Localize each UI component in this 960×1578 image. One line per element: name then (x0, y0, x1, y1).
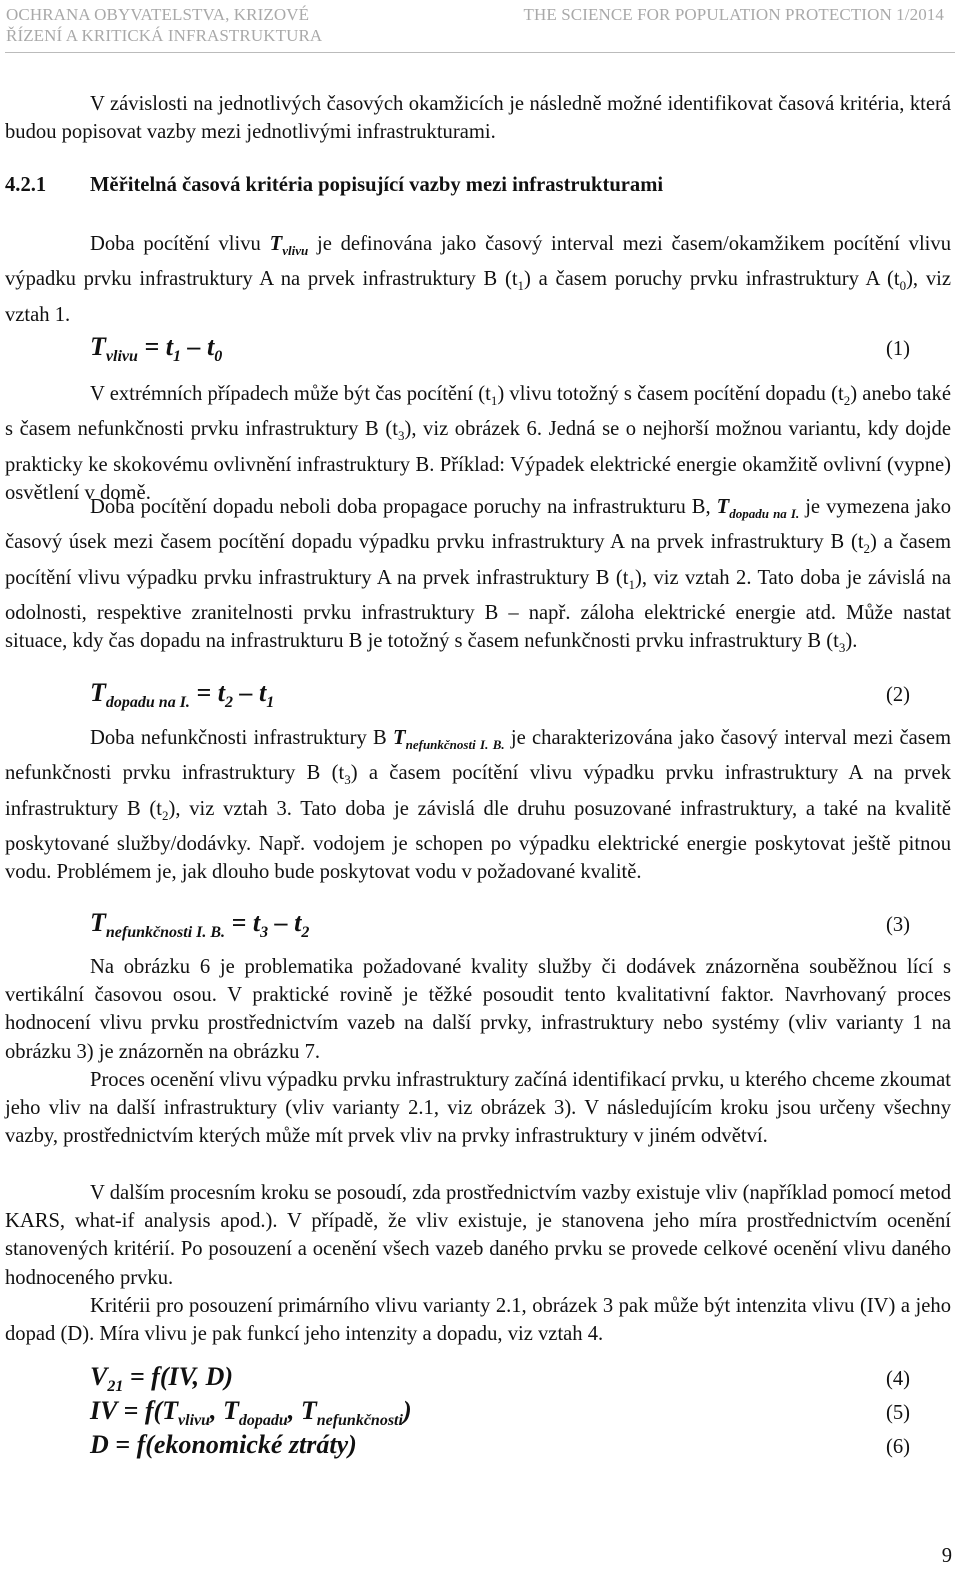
symbol-subscript: vlivu (282, 243, 309, 259)
eq-lhs: IV (90, 1396, 117, 1425)
eq-part: = f(T (117, 1396, 179, 1425)
eq-term: t (217, 678, 225, 707)
text-run: ), viz vztah 2. Tato doba je závislá na odolnosti, respektive zranitelnosti prvku infrastruktury B – např. záloha elektrické energie atd. Může nastat situace, kdy čas dopadu na infrastrukturu B je totožný s časem nefunkčnosti prvku infrastruktury B (t (5, 566, 951, 653)
text-run: ), viz vztah 1. (5, 268, 951, 326)
text-run: ), viz obrázek 6. Jedná se o nejhorší možnou variantu, kdy dojde prakticky ke skokovému ovlivnění infrastruktury B. Příklad: Výpadek elektrické energie okamžitě ovlivní (vypne) osvětlení v domě. (5, 418, 951, 504)
equation-5-number: (5) (885, 1402, 910, 1424)
eq-term-sub: 2 (224, 694, 233, 712)
paragraph-kriteria: Kritérii pro posouzení primárního vlivu varianty 2.1, obrázek 3 pak může být intenzita vlivu (IV) a jeho dopad (D). Míra vlivu je pak funkcí jeho intenzity a dopadu, viz vztah 4. (5, 1295, 951, 1346)
paragraph-extremni-pripady (5, 380, 951, 507)
eq-part: ) (402, 1396, 412, 1425)
eq-part-sub: nefunkčnosti (316, 1412, 403, 1430)
running-header-right: THE SCIENCE FOR POPULATION PROTECTION 1/2014 (523, 5, 944, 24)
paragraph-doba-nefunkcnosti (5, 724, 951, 886)
section-heading (5, 174, 663, 197)
text-run: Doba pocítění vlivu (90, 233, 270, 255)
paragraph-proces-oceneni: Proces ocenění vlivu výpadku prvku infrastruktury začíná identifikací prvku, u kterého chceme zkoumat jeho vliv na další infrastruktury (vliv varianty 2.1, viz obrázek 3). V následujícím kroku jsou určeny všechny vazby, prostřednictvím kterých může mít prvek vliv na prvky infrastruktury v jiném odvětví. (5, 1069, 951, 1148)
eq-part: , T (287, 1396, 317, 1425)
eq-lhs-sub: vlivu (105, 348, 138, 366)
text-run: ). (845, 630, 858, 653)
eq-term: t (252, 908, 261, 937)
eq-lhs: T (90, 908, 106, 937)
text-run: Doba pocítění dopadu neboli doba propagace poruchy na infrastrukturu B, (90, 496, 717, 518)
symbol: T (269, 233, 283, 255)
equation-3 (90, 908, 309, 942)
eq-term-sub: 1 (266, 694, 275, 712)
eq-minus: – (232, 678, 259, 707)
eq-part-sub: dopadu (238, 1412, 288, 1430)
text-run: ) anebo také s časem nefunkčnosti prvku infrastruktury B (t (5, 383, 951, 441)
symbol: T (716, 496, 730, 518)
symbol-t-nefunkcnosti (393, 727, 505, 753)
eq-lhs-sub: 21 (107, 1378, 124, 1396)
intro-paragraph: V závislosti na jednotlivých časových okamžicích je následně možné identifikovat časová kritéria, která budou popisovat vazby mezi jednotlivými infrastrukturami. (5, 93, 951, 144)
text-run: ), viz vztah 3. Tato doba je závislá dle druhu posuzované infrastruktury, a také na kvalitě poskytované služby/dodávky. Např. vodojem je schopen po výpadku elektrické energie poskytovat ještě pitnou vodu. Problémem je, jak dlouho bude poskytovat vodu v požadované kvalitě. (5, 797, 951, 884)
symbol-t-vlivu (269, 233, 309, 259)
symbol-t-dopadu (716, 496, 800, 522)
eq-lhs: T (90, 678, 106, 707)
symbol: T (393, 727, 406, 749)
paragraph-doba-pociteni-dopadu (5, 493, 951, 662)
eq-lhs: V (90, 1362, 108, 1391)
eq-term: t (294, 908, 302, 937)
equation-2-number: (2) (885, 684, 910, 706)
equation-6 (90, 1430, 357, 1460)
section-title: Měřitelná časová kritéria popisující vazby mezi infrastrukturami (90, 174, 664, 196)
eq-minus: – (268, 908, 295, 937)
eq-sign: = (137, 332, 166, 361)
eq-lhs: D (90, 1430, 109, 1459)
eq-minus: – (180, 332, 207, 361)
equation-1-number: (1) (885, 338, 910, 360)
page-number: 9 (941, 1545, 952, 1567)
subscript: 2 (863, 541, 871, 557)
equation-1 (90, 332, 222, 366)
text-run: ) vlivu totožný s časem pocítění dopadu (t (497, 383, 844, 405)
paragraph-doba-pociteni-vlivu (5, 230, 951, 329)
header-left-line2: ŘÍZENÍ A KRITICKÁ INFRASTRUKTURA (6, 26, 323, 45)
equation-3-number: (3) (885, 914, 910, 936)
eq-sign: = (225, 908, 253, 937)
eq-term: t (165, 332, 173, 361)
eq-lhs-sub: nefunkčnosti I. B. (105, 924, 226, 942)
section-number: 4.2.1 (5, 174, 47, 196)
subscript: 2 (843, 393, 851, 409)
text-run: je definována jako časový interval mezi časem/okamžikem pocítění vlivu výpadku prvku infrastruktury A na prvek infrastruktury B (t (5, 233, 951, 291)
subscript: 1 (490, 393, 498, 409)
eq-term-sub: 3 (260, 924, 269, 942)
symbol-subscript: nefunkčnosti I. B. (405, 737, 505, 753)
text-run: je charakterizována jako časový interval mezi časem nefunkčnosti prvku infrastruktury B (t (5, 727, 951, 785)
eq-term: t (206, 332, 215, 361)
eq-rhs: = f(IV, D) (123, 1362, 234, 1391)
text-run: je vymezena jako časový úsek mezi časem pocítění dopadu výpadku prvku infrastruktury A na prvek infrastruktury B (t (5, 496, 951, 554)
text-run: ) a časem pocítění vlivu výpadku prvku infrastruktury A na prvek infrastruktury B (t (5, 762, 951, 820)
eq-lhs-sub: dopadu na I. (105, 694, 190, 712)
header-left-line1: OCHRANA OBYVATELSTVA, KRIZOVÉ (6, 5, 310, 24)
subscript: 1 (517, 278, 525, 294)
eq-term: t (258, 678, 267, 707)
eq-term-sub: 1 (172, 348, 181, 366)
text-run: ) a časem pocítění vlivu výpadku prvku infrastruktury A na prvek infrastruktury B (t (5, 531, 951, 589)
eq-part-sub: vlivu (178, 1412, 211, 1430)
subscript: 3 (838, 640, 846, 656)
equation-4-number: (4) (885, 1368, 910, 1390)
subscript: 3 (344, 772, 351, 788)
header-divider (5, 52, 955, 53)
equation-4 (90, 1362, 233, 1396)
eq-term-sub: 2 (301, 924, 310, 942)
eq-sign: = (189, 678, 218, 707)
subscript: 1 (628, 576, 636, 592)
eq-term-sub: 0 (214, 348, 223, 366)
symbol-subscript: dopadu na I. (729, 506, 800, 522)
paragraph-kvalita-sluzby: Na obrázku 6 je problematika požadované kvality služby či dodávek znázorněna souběžnou lící s vertikální časovou osou. V praktické rovině je těžké posoudit tento kvalitativní faktor. Navrhovaný proces hodnocení vlivu prvku prostřednictvím vazeb na další prvky, infrastruktury nebo systémy (vliv varianty 1 na obrázku 3) je znázorněn na obrázku 7. (5, 956, 951, 1063)
paragraph-procesni-krok: V dalším procesním kroku se posoudí, zda prostřednictvím vazby existuje vliv (například pomocí metod KARS, what-if analysis apod.). V případě, že vliv existuje, je stanovena jeho míra prostřednictvím ocenění stanovených kritérií. Po posouzení a ocenění všech vazeb daného prvku se provede celkové ocenění vlivu daného hodnoceného prvku. (5, 1182, 951, 1289)
subscript: 0 (899, 278, 907, 294)
text-run: Doba nefunkčnosti infrastruktury B (90, 727, 394, 749)
equation-6-number: (6) (885, 1436, 910, 1458)
text-run: V extrémních případech může být čas pocítění (t (90, 383, 491, 405)
running-header-left (6, 4, 322, 46)
subscript: 3 (397, 428, 405, 444)
eq-lhs: T (90, 332, 106, 361)
eq-rhs: = f(ekonomické ztráty) (108, 1430, 357, 1459)
equation-5 (90, 1396, 412, 1430)
eq-part: , T (210, 1396, 239, 1425)
equation-2 (90, 678, 274, 712)
text-run: ) a časem poruchy prvku infrastruktury A (t (524, 268, 900, 291)
subscript: 2 (162, 807, 169, 823)
